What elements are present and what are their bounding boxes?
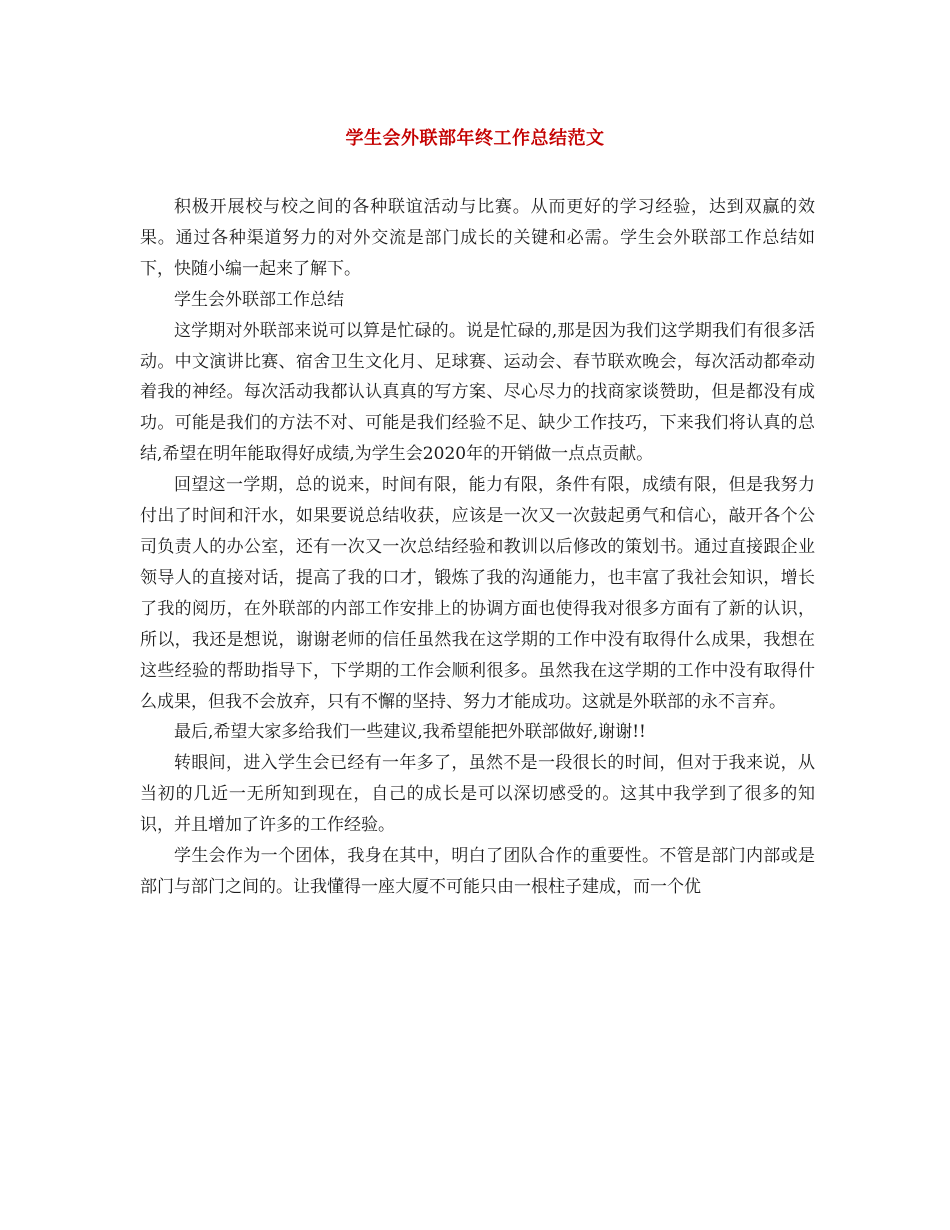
paragraph: 回望这一学期，总的说来，时间有限，能力有限，条件有限，成绩有限，但是我努力付出了时间和汗水，如果要说总结收获，应该是一次又一次鼓起勇气和信心，敲开各个公司负责人的办公室，还有一次又一次总结经验和教训以后修改的策划书。通过直接跟企业领导人的直接对话，提高了我的口才，锻炼了我的沟通能力，也丰富了我社会知识，增长了我的阅历，在外联部的内部工作安排上的协调方面也使得我对很多方面有了新的认识，所以，我还是想说，谢谢老师的信任虽然我在这学期的工作中没有取得什么成果，我想在这些经验的帮助指导下，下学期的工作会顺利很多。虽然我在这学期的工作中没有取得什么成果，但我不会放弃，只有不懈的坚持、努力才能成功。这就是外联部的永不言弃。 [140, 475, 815, 712]
paragraph: 转眼间，进入学生会已经有一年多了，虽然不是一段很长的时间，但对于我来说，从当初的几近一无所知到现在，自己的成长是可以深切感受的。这其中我学到了很多的知识，并且增加了许多的工作经验。 [140, 753, 815, 836]
document-body [140, 192, 815, 903]
paragraph: 这学期对外联部来说可以算是忙碌的。说是忙碌的,那是因为我们这学期我们有很多活动。中文演讲比赛、宿舍卫生文化月、足球赛、运动会、春节联欢晚会，每次活动都牵动着我的神经。每次活动我都认认真真的写方案、尽心尽力的找商家谈赞助，但是都没有成功。可能是我们的方法不对、可能是我们经验不足、缺少工作技巧，下来我们将认真的总结,希望在明年能取得好成绩,为学生会2020年的开销做一点点贡献。 [140, 320, 815, 465]
paragraph: 积极开展校与校之间的各种联谊活动与比赛。从而更好的学习经验，达到双赢的效果。通过各种渠道努力的对外交流是部门成长的关键和必需。学生会外联部工作总结如下，快随小编一起来了解下。 [140, 197, 815, 279]
section-heading: 学生会外联部工作总结 [174, 289, 344, 310]
paragraph: 学生会作为一个团体，我身在其中，明白了团队合作的重要性。不管是部门内部或是部门与部门之间的。让我懂得一座大厦不可能只由一根柱子建成，而一个优 [140, 846, 815, 897]
paragraph: 最后,希望大家多给我们一些建议,我希望能把外联部做好,谢谢!! [174, 722, 646, 743]
document-title: 学生会外联部年终工作总结范文 [345, 128, 605, 149]
